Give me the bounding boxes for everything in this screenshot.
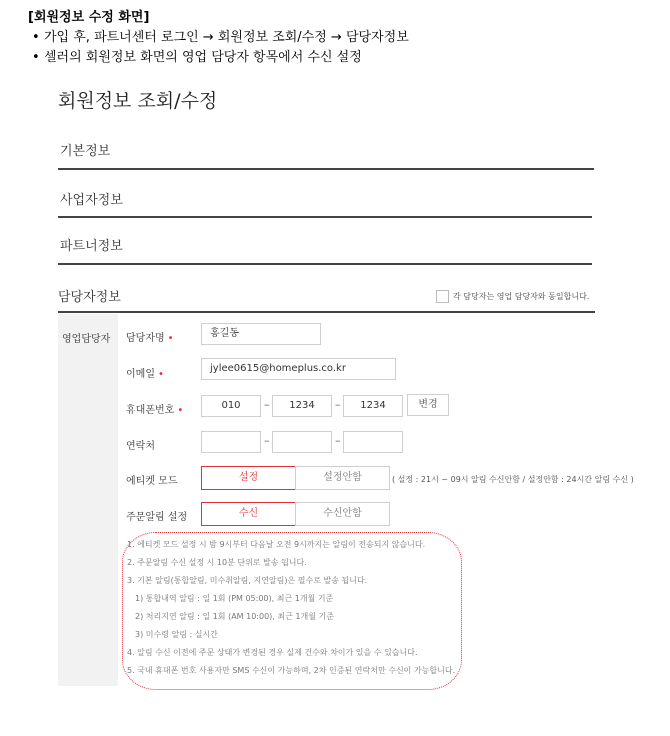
- section-partner-label: 파트너정보: [60, 239, 123, 254]
- section-partner[interactable]: [58, 235, 592, 267]
- checkbox-icon[interactable]: [436, 290, 449, 303]
- notice-box: [122, 532, 462, 690]
- divider: [58, 216, 592, 218]
- divider: [58, 311, 595, 313]
- required-mark: •: [177, 405, 184, 416]
- bullet-icon: •: [32, 30, 40, 45]
- contact-input-2[interactable]: [272, 431, 332, 453]
- phone-label-text: 휴대폰번호: [126, 405, 175, 416]
- order-notify-off-button[interactable]: 수신안함: [295, 502, 390, 526]
- dash-separator: –: [335, 434, 341, 447]
- notice-line: 4. 알림 수신 이전에 주문 상태가 변경된 경우 실제 건수와 차이가 있을 수 있습니다.: [127, 648, 418, 657]
- notice-line: 3. 기본 알림(통합알림, 미수취알림, 지연알림)은 필수로 발송 됩니다.: [127, 576, 368, 585]
- notice-line: 5. 국내 휴대폰 번호 사용자만 SMS 수신이 가능하며, 2차 인증된 연락처만 수신이 가능합니다.: [127, 666, 456, 675]
- notice-line: 3) 미수령 알림 : 실시간: [135, 630, 218, 639]
- email-label: [126, 365, 164, 380]
- order-notify-label: 주문알림 설정: [126, 512, 188, 523]
- dash-separator: –: [335, 398, 341, 411]
- intro-heading: [회원정보 수정 화면]: [28, 10, 150, 25]
- page-title: 회원정보 조회/수정: [58, 90, 218, 112]
- contact-label: 연락처: [126, 441, 155, 452]
- dash-separator: –: [264, 434, 270, 447]
- notice-line: 1) 통합내역 알림 : 일 1회 (PM 05:00), 최근 1개월 기준: [135, 594, 334, 603]
- intro-bullet-2: [28, 48, 409, 68]
- intro-bullet-1-text: 가입 후, 파트너센터 로그인 → 회원정보 조회/수정 → 담당자정보: [44, 30, 409, 45]
- change-phone-button[interactable]: 변경: [407, 394, 449, 416]
- name-label-text: 담당자명: [126, 333, 165, 344]
- notice-line: 2. 주문알림 수신 설정 시 10분 단위로 발송 됩니다.: [127, 558, 307, 567]
- order-notify-on-button[interactable]: 수신: [201, 502, 296, 526]
- notice-line: 2) 처리지연 알림 : 일 1회 (AM 10:00), 최근 1개월 기준: [135, 612, 334, 621]
- etiquette-label: 에티켓 모드: [126, 476, 178, 487]
- required-mark: •: [167, 333, 174, 344]
- phone-label: [126, 401, 183, 416]
- etiquette-hint: ( 설정 : 21시 ~ 09시 알림 수신안함 / 설정안함 : 24시간 알림 수신 ): [392, 475, 634, 484]
- section-manager-label: 담당자정보: [58, 290, 121, 305]
- divider: [58, 263, 592, 265]
- bullet-icon: •: [32, 50, 40, 65]
- phone-input-2[interactable]: 1234: [272, 395, 332, 417]
- contact-input-1[interactable]: [201, 431, 261, 453]
- sales-manager-column: [58, 314, 118, 686]
- phone-input-1[interactable]: 010: [201, 395, 261, 417]
- divider: [58, 168, 594, 170]
- email-label-text: 이메일: [126, 369, 155, 380]
- section-business[interactable]: [58, 189, 592, 221]
- intro-block: [28, 8, 409, 68]
- sales-manager-label: 영업담당자: [62, 334, 111, 345]
- name-input[interactable]: 홍길동: [201, 323, 321, 345]
- section-basic[interactable]: [58, 140, 594, 172]
- required-mark: •: [157, 369, 164, 380]
- same-manager-label: 각 담당자는 영업 담당자와 동일합니다.: [453, 292, 590, 301]
- intro-bullet-2-text: 셀러의 회원정보 화면의 영업 담당자 항목에서 수신 설정: [44, 50, 362, 65]
- dash-separator: –: [264, 398, 270, 411]
- etiquette-on-button[interactable]: 설정: [201, 466, 296, 490]
- phone-input-3[interactable]: 1234: [343, 395, 403, 417]
- same-manager-checkbox[interactable]: [436, 290, 589, 303]
- notice-line: 1. 에티켓 모드 설정 시 밤 9시부터 다음날 오전 9시까지는 알림이 전송되지 않습니다.: [127, 540, 426, 549]
- etiquette-off-button[interactable]: 설정안함: [295, 466, 390, 490]
- name-label: [126, 329, 174, 344]
- section-basic-label: 기본정보: [60, 144, 111, 159]
- section-business-label: 사업자정보: [60, 193, 123, 208]
- intro-bullet-1: [28, 28, 409, 48]
- contact-input-3[interactable]: [343, 431, 403, 453]
- email-input[interactable]: jylee0615@homeplus.co.kr: [201, 358, 396, 380]
